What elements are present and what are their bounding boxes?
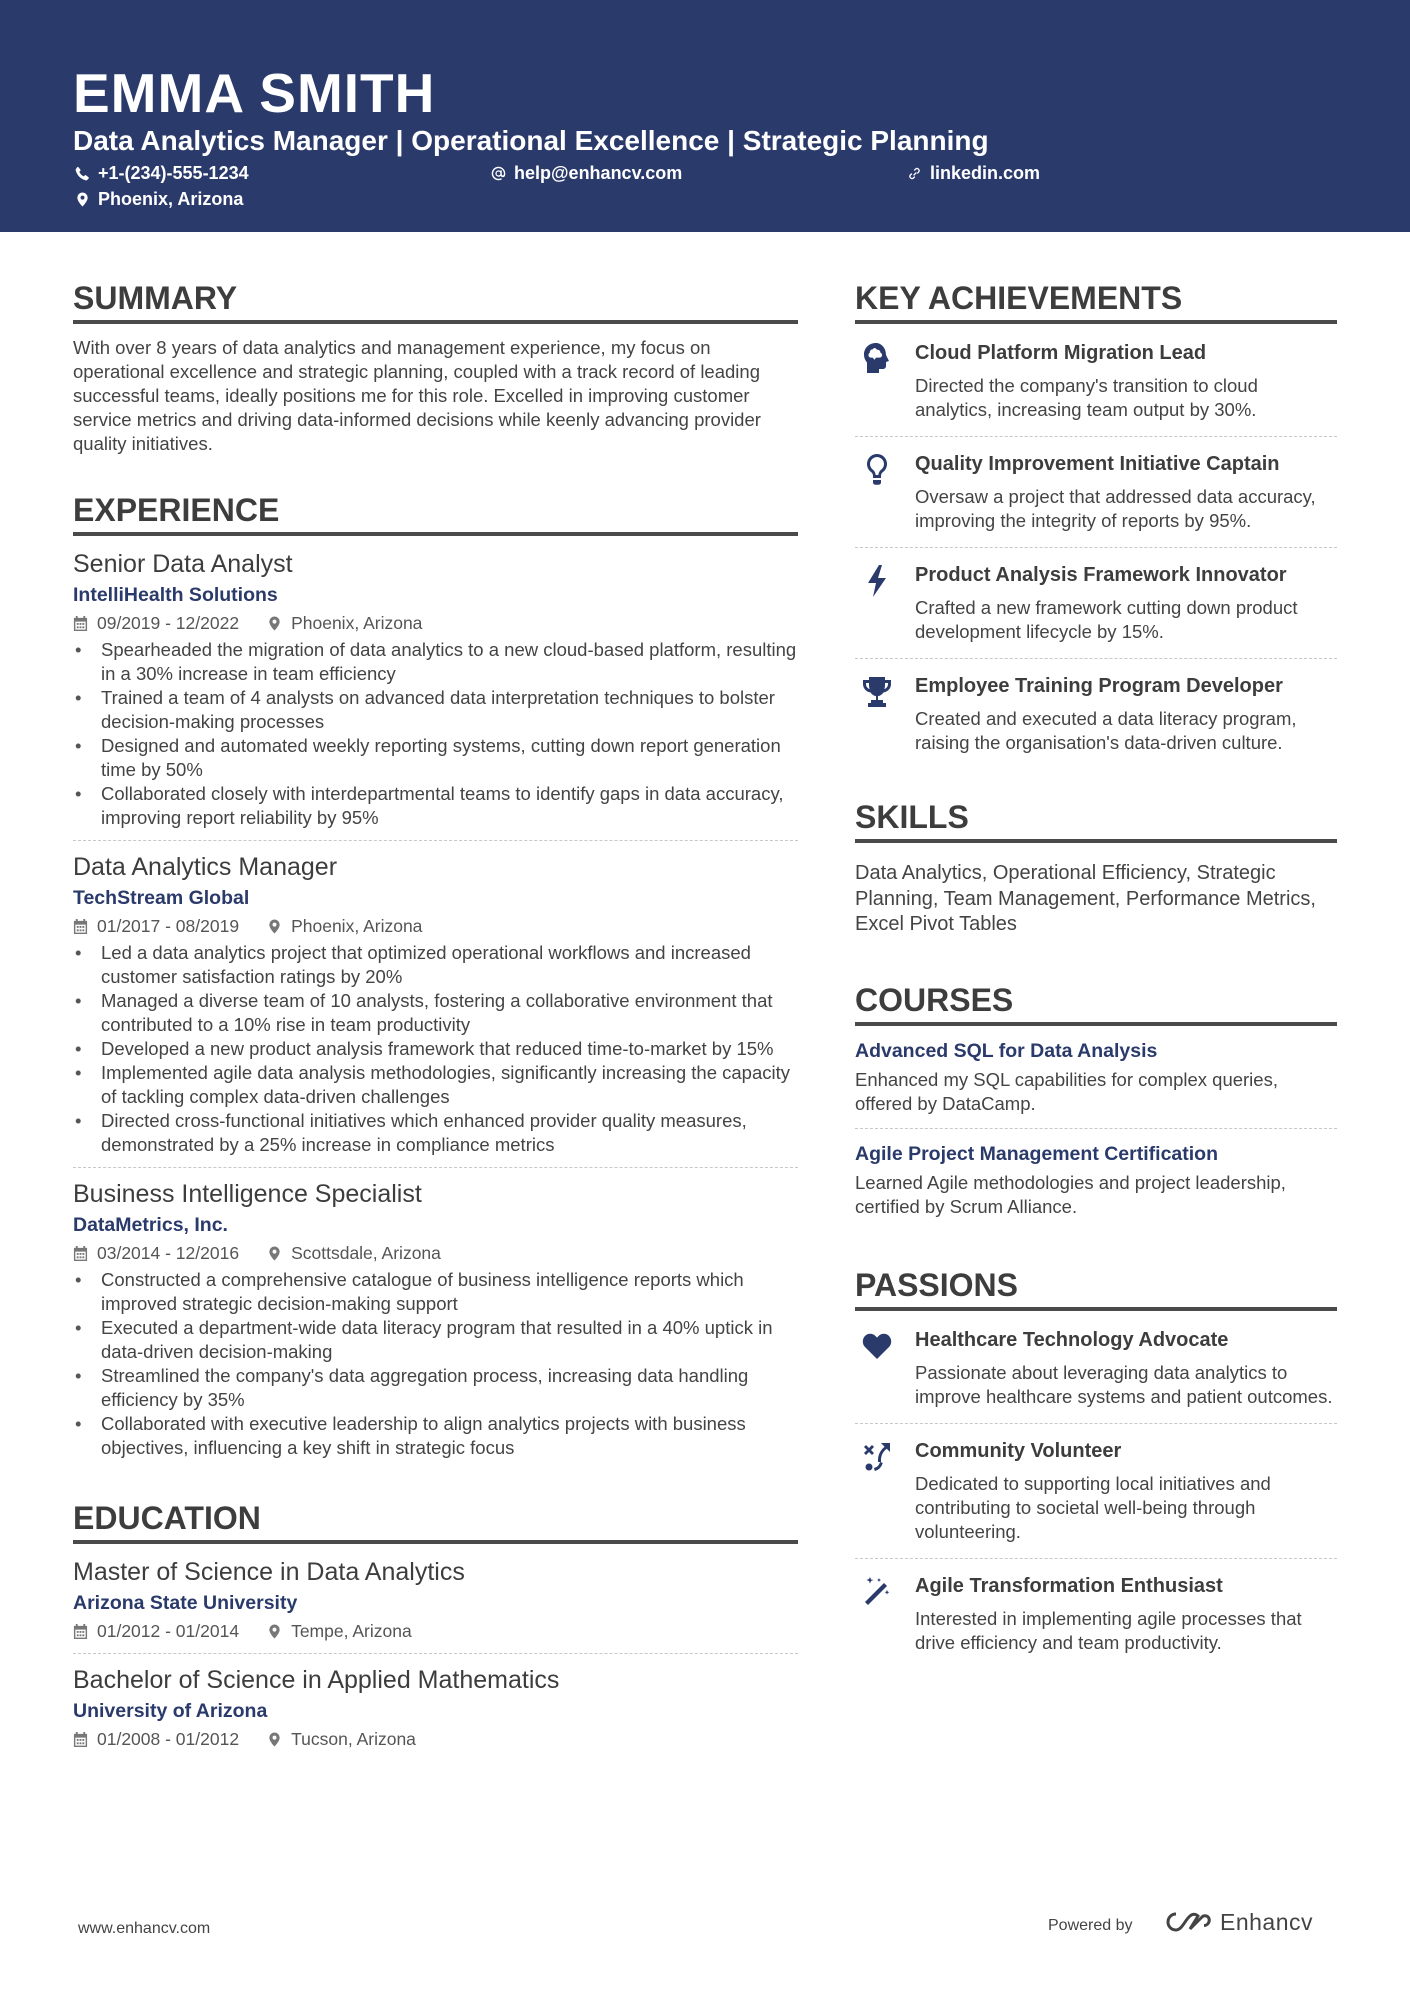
- enhancv-logo[interactable]: [1166, 1908, 1313, 1936]
- education-item: [73, 1544, 798, 1654]
- passion-title: Healthcare Technology Advocate: [915, 1328, 1229, 1351]
- job-bullet: • Executed a department-wide data literacy program that resulted in a 40% uptick in data-driven decision-making: [73, 1316, 798, 1364]
- passion-desc: Dedicated to supporting local initiatives and contributing to societal well-being through volunteering.: [915, 1472, 1271, 1542]
- job-bullet: • Trained a team of 4 analysts on advanced data interpretation techniques to bolster decision-making processes: [73, 686, 798, 734]
- job-bullet: • Managed a diverse team of 10 analysts, fostering a collaborative environment that contributed to a 10% rise in team productivity: [73, 989, 798, 1037]
- job-company: IntelliHealth Solutions: [73, 584, 278, 606]
- linkedin-text: linkedin.com: [930, 163, 1041, 183]
- passion-item: [855, 1424, 1337, 1559]
- experience-item: [73, 841, 798, 1168]
- job-title: Senior Data Analyst: [73, 550, 293, 578]
- contact-phone[interactable]: [75, 162, 249, 184]
- achievement-desc: Directed the company's transition to cloud analytics, increasing team output by 30%.: [915, 375, 1258, 420]
- course-desc: Learned Agile methodologies and project leadership, certified by Scrum Alliance.: [855, 1171, 1286, 1217]
- job-company: TechStream Global: [73, 887, 250, 909]
- passion-title: Community Volunteer: [915, 1439, 1122, 1462]
- achievement-item: [855, 659, 1337, 769]
- calendar-icon: [73, 616, 88, 631]
- candidate-role: Data Analytics Manager | Operational Excellence | Strategic Planning: [73, 125, 989, 156]
- magic-wand-icon: [861, 1575, 893, 1609]
- job-bullet: • Collaborated with executive leadership to align analytics projects with business objectives, influencing a key shift in strategic focus: [73, 1412, 798, 1460]
- job-bullet: • Designed and automated weekly reporting systems, cutting down report generation time by 50%: [73, 734, 798, 782]
- job-bullets: [73, 941, 798, 1157]
- education-location: Tucson, Arizona: [267, 1727, 416, 1751]
- summary-title: SUMMARY: [73, 280, 798, 324]
- calendar-icon: [73, 1246, 88, 1261]
- achievement-desc: Oversaw a project that addressed data accuracy, improving the integrity of reports by 95%.: [915, 486, 1316, 531]
- school-name: University of Arizona: [73, 1700, 268, 1722]
- education-title: EDUCATION: [73, 1500, 798, 1544]
- job-bullet: • Spearheaded the migration of data analytics to a new cloud-based platform, resulting in a 30% increase in team efficiency: [73, 638, 798, 686]
- location-pin-icon: [75, 192, 90, 207]
- job-bullet: • Collaborated closely with interdepartmental teams to identify gaps in data accuracy, improving report reliability by 95%: [73, 782, 798, 830]
- job-dates: 09/2019 - 12/2022: [73, 611, 239, 635]
- courses-title: COURSES: [855, 982, 1337, 1026]
- education-dates: 01/2012 - 01/2014: [73, 1619, 239, 1643]
- job-location: Phoenix, Arizona: [267, 611, 422, 635]
- contact-email[interactable]: [491, 162, 682, 184]
- experience-item: [73, 536, 798, 841]
- course-item: [855, 1026, 1337, 1129]
- job-location: Phoenix, Arizona: [267, 914, 422, 938]
- location-pin-icon: [267, 616, 282, 631]
- course-title: Agile Project Management Certification: [855, 1142, 1218, 1165]
- experience-title: EXPERIENCE: [73, 492, 798, 536]
- contact-location: [75, 188, 243, 210]
- achievement-title: Quality Improvement Initiative Captain: [915, 453, 1280, 475]
- passion-desc: Interested in implementing agile processes that drive efficiency and team productivity.: [915, 1607, 1302, 1653]
- job-meta: [73, 914, 798, 938]
- enhancv-logo-icon: [1166, 1908, 1214, 1936]
- passion-title: Agile Transformation Enthusiast: [915, 1574, 1223, 1597]
- location-text: Phoenix, Arizona: [98, 189, 244, 209]
- job-title: Business Intelligence Specialist: [73, 1180, 422, 1208]
- lightbulb-icon: [861, 453, 893, 487]
- course-title: Advanced SQL for Data Analysis: [855, 1039, 1158, 1062]
- lightning-icon: [861, 564, 893, 598]
- location-pin-icon: [267, 919, 282, 934]
- job-bullet: • Led a data analytics project that optimized operational workflows and increased customer satisfaction ratings by 20%: [73, 941, 798, 989]
- summary-text: With over 8 years of data analytics and management experience, my focus on operational excellence and strategic planning, coupled with a track record of leading successful teams, ideally positions me for this role. Excelled in improving customer service metrics and driving data-informed decisions while keenly advancing provider quality initiatives.: [73, 337, 761, 454]
- degree-title: Master of Science in Data Analytics: [73, 1558, 465, 1586]
- education-item: [73, 1654, 798, 1761]
- achievement-desc: Created and executed a data literacy program, raising the organisation's data-driven culture.: [915, 708, 1297, 753]
- job-bullet: • Directed cross-functional initiatives which enhanced provider quality measures, demonstrated by a 25% increase in compliance metrics: [73, 1109, 798, 1157]
- skills-title: SKILLS: [855, 799, 1337, 843]
- job-bullet: • Streamlined the company's data aggregation process, increasing data handling efficiency by 35%: [73, 1364, 798, 1412]
- footer-powered-by: Powered by: [1048, 1917, 1133, 1934]
- achievement-title: Employee Training Program Developer: [915, 675, 1283, 697]
- achievement-desc: Crafted a new framework cutting down product development lifecycle by 15%.: [915, 597, 1298, 642]
- location-pin-icon: [267, 1246, 282, 1261]
- location-pin-icon: [267, 1624, 282, 1639]
- head-brain-icon: [861, 342, 893, 376]
- strategy-icon: [861, 1440, 893, 1474]
- achievement-title: Product Analysis Framework Innovator: [915, 564, 1287, 586]
- school-name: Arizona State University: [73, 1592, 298, 1614]
- right-column: [855, 280, 1337, 1669]
- passion-desc: Passionate about leveraging data analytics to improve healthcare systems and patient outcomes.: [915, 1361, 1333, 1407]
- education-meta: [73, 1727, 798, 1751]
- resume-header: [0, 0, 1410, 232]
- job-bullet: • Constructed a comprehensive catalogue of business intelligence reports which improved strategic decision-making support: [73, 1268, 798, 1316]
- achievement-item: [855, 548, 1337, 659]
- passion-item: [855, 1311, 1337, 1424]
- at-icon: [491, 166, 506, 181]
- education-meta: [73, 1619, 798, 1643]
- education-location: Tempe, Arizona: [267, 1619, 412, 1643]
- email-text: help@enhancv.com: [514, 163, 683, 183]
- achievements-title: KEY ACHIEVEMENTS: [855, 280, 1337, 324]
- left-column: [73, 280, 798, 1761]
- degree-title: Bachelor of Science in Applied Mathematics: [73, 1666, 560, 1694]
- link-icon: [907, 166, 922, 181]
- passions-title: PASSIONS: [855, 1267, 1337, 1311]
- course-desc: Enhanced my SQL capabilities for complex queries, offered by DataCamp.: [855, 1068, 1278, 1114]
- footer-url[interactable]: www.enhancv.com: [78, 1920, 211, 1937]
- contact-linkedin[interactable]: [907, 162, 1040, 184]
- calendar-icon: [73, 919, 88, 934]
- job-dates: 01/2017 - 08/2019: [73, 914, 239, 938]
- job-bullet: • Implemented agile data analysis methodologies, significantly increasing the capacity of tackling complex data-driven challenges: [73, 1061, 798, 1109]
- trophy-icon: [861, 675, 893, 709]
- course-item: [855, 1129, 1337, 1231]
- job-dates: 03/2014 - 12/2016: [73, 1241, 239, 1265]
- job-title: Data Analytics Manager: [73, 853, 338, 881]
- job-company: DataMetrics, Inc.: [73, 1214, 228, 1236]
- education-dates: 01/2008 - 01/2012: [73, 1727, 239, 1751]
- enhancv-brand: Enhancv: [1220, 1908, 1314, 1935]
- heart-icon: [861, 1329, 893, 1363]
- job-bullets: [73, 1268, 798, 1460]
- achievement-item: [855, 324, 1337, 437]
- passion-item: [855, 1559, 1337, 1669]
- achievement-item: [855, 437, 1337, 548]
- job-bullets: [73, 638, 798, 830]
- calendar-icon: [73, 1732, 88, 1747]
- phone-icon: [75, 166, 90, 181]
- job-meta: [73, 611, 798, 635]
- job-location: Scottsdale, Arizona: [267, 1241, 441, 1265]
- job-bullet: • Developed a new product analysis framework that reduced time-to-market by 15%: [73, 1037, 798, 1061]
- candidate-name: EMMA SMITH: [73, 62, 436, 124]
- phone-text: +1-(234)-555-1234: [98, 163, 249, 183]
- job-meta: [73, 1241, 798, 1265]
- location-pin-icon: [267, 1732, 282, 1747]
- experience-item: [73, 1168, 798, 1470]
- achievement-title: Cloud Platform Migration Lead: [915, 342, 1207, 364]
- calendar-icon: [73, 1624, 88, 1639]
- skills-text: Data Analytics, Operational Efficiency, Strategic Planning, Team Management, Performance Metrics, Excel Pivot Tables: [855, 862, 1316, 935]
